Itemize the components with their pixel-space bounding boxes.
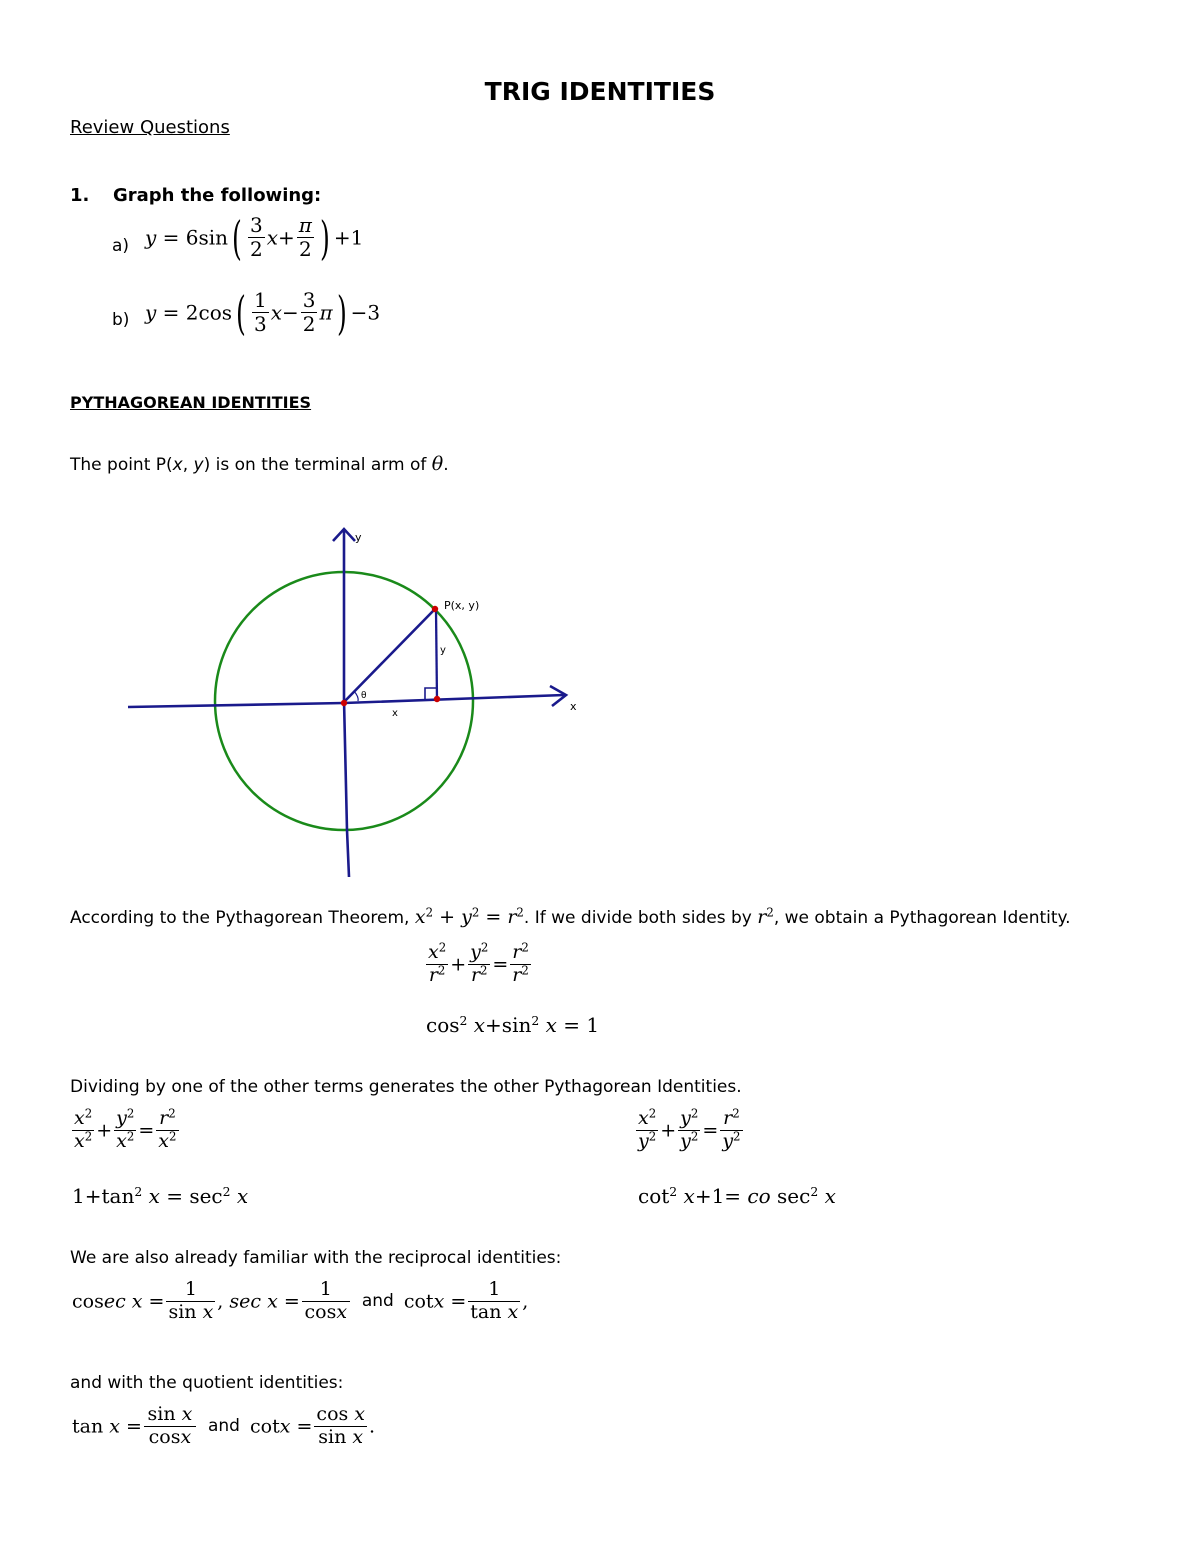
reciprocal-and: and — [361, 1291, 394, 1312]
divide-by-x2: $\frac{x^2}{x^2}$ + $\frac{y^2}{x^2}$ = $\frac{r^2}{x^2}$ — [74, 1106, 177, 1152]
quotient-and: and — [207, 1416, 240, 1437]
theorem-r2: $r^2$ — [757, 905, 774, 928]
theorem-equation: $x^2 + y^2 = r^2$ — [414, 905, 524, 928]
intro-end: . — [443, 455, 449, 475]
theorem-mid: . If we divide both sides by — [523, 908, 752, 928]
reciprocal-sentence: We are also already familiar with the reciprocal identities: — [70, 1248, 562, 1268]
reciprocal-identities: cosec x = $\frac{1}{\text{sin x}}$ , sec x = $\frac{1}{\cos x}$ and cotx = $\frac{1}{\text{tan x}}$ , — [72, 1278, 529, 1323]
intro-x: x — [172, 455, 183, 475]
review-heading: Review Questions — [70, 117, 230, 138]
intro-comma: , — [182, 455, 194, 475]
intro-pre: The point P( — [70, 455, 173, 475]
angle-label: θ — [361, 691, 367, 701]
quotient-sentence: and with the quotient identities: — [70, 1373, 344, 1393]
page-title: TRIG IDENTITIES — [484, 77, 716, 106]
equation-a: y = 6sin( $\frac{3}{2}$ x+ $\frac{\pi}{2}$ ) +1 — [145, 210, 364, 265]
foot-point — [434, 696, 440, 702]
side-y-label: y — [440, 645, 446, 656]
point-p — [432, 606, 438, 612]
equation-b: y = 2cos( $\frac{1}{3}$ x− $\frac{3}{2}$ π) −3 — [145, 285, 381, 340]
terminal-arm — [344, 609, 435, 702]
point-label: P(x, y) — [444, 599, 480, 612]
divide-by-y2: $\frac{x^2}{y^2}$ + $\frac{y^2}{y^2}$ = $\frac{r^2}{y^2}$ — [638, 1106, 741, 1152]
theorem-pre: According to the Pythagorean Theorem, — [70, 908, 410, 928]
pythagorean-heading: PYTHAGOREAN IDENTITIES — [70, 393, 312, 412]
origin-point — [341, 700, 347, 706]
angle-arc — [354, 691, 358, 701]
x-axis-label: x — [570, 700, 577, 713]
divided-equation: $\frac{x^2}{r^2}$ + $\frac{y^2}{r^2}$ = $\frac{r^2}{r^2}$ — [428, 940, 529, 986]
part-b-label: b) — [112, 310, 130, 330]
question-text: Graph the following: — [113, 185, 322, 206]
identity-cot-cosec: $\cot^2 x+1=$ co $\sec^2 x$ — [638, 1184, 836, 1208]
side-x-label: x — [392, 708, 398, 719]
question-number: 1. — [70, 185, 90, 206]
side-y — [436, 610, 437, 700]
intro-y: y — [193, 455, 204, 475]
theorem-sentence — [70, 906, 1071, 928]
other-identities-sentence: Dividing by one of the other terms generates the other Pythagorean Identities. — [70, 1077, 742, 1097]
intro-post: ) is on the terminal arm of — [203, 455, 427, 475]
identity-main: $\cos^2 x+\sin^2$ x = 1 — [426, 1013, 600, 1037]
part-a-label: a) — [112, 236, 130, 256]
y-axis-label: y — [355, 531, 362, 544]
intro-theta: θ — [431, 453, 444, 475]
identity-tan-sec: $1+\tan^2$ $x = \sec^2 x$ — [72, 1184, 249, 1208]
quotient-identities: tan x = $\frac{\text{sin x}}{\cos x}$ and cotx = $\frac{\text{cos x}}{\text{sin x}}$ . — [72, 1403, 376, 1448]
theorem-post: , we obtain a Pythagorean Identity. — [773, 908, 1071, 928]
